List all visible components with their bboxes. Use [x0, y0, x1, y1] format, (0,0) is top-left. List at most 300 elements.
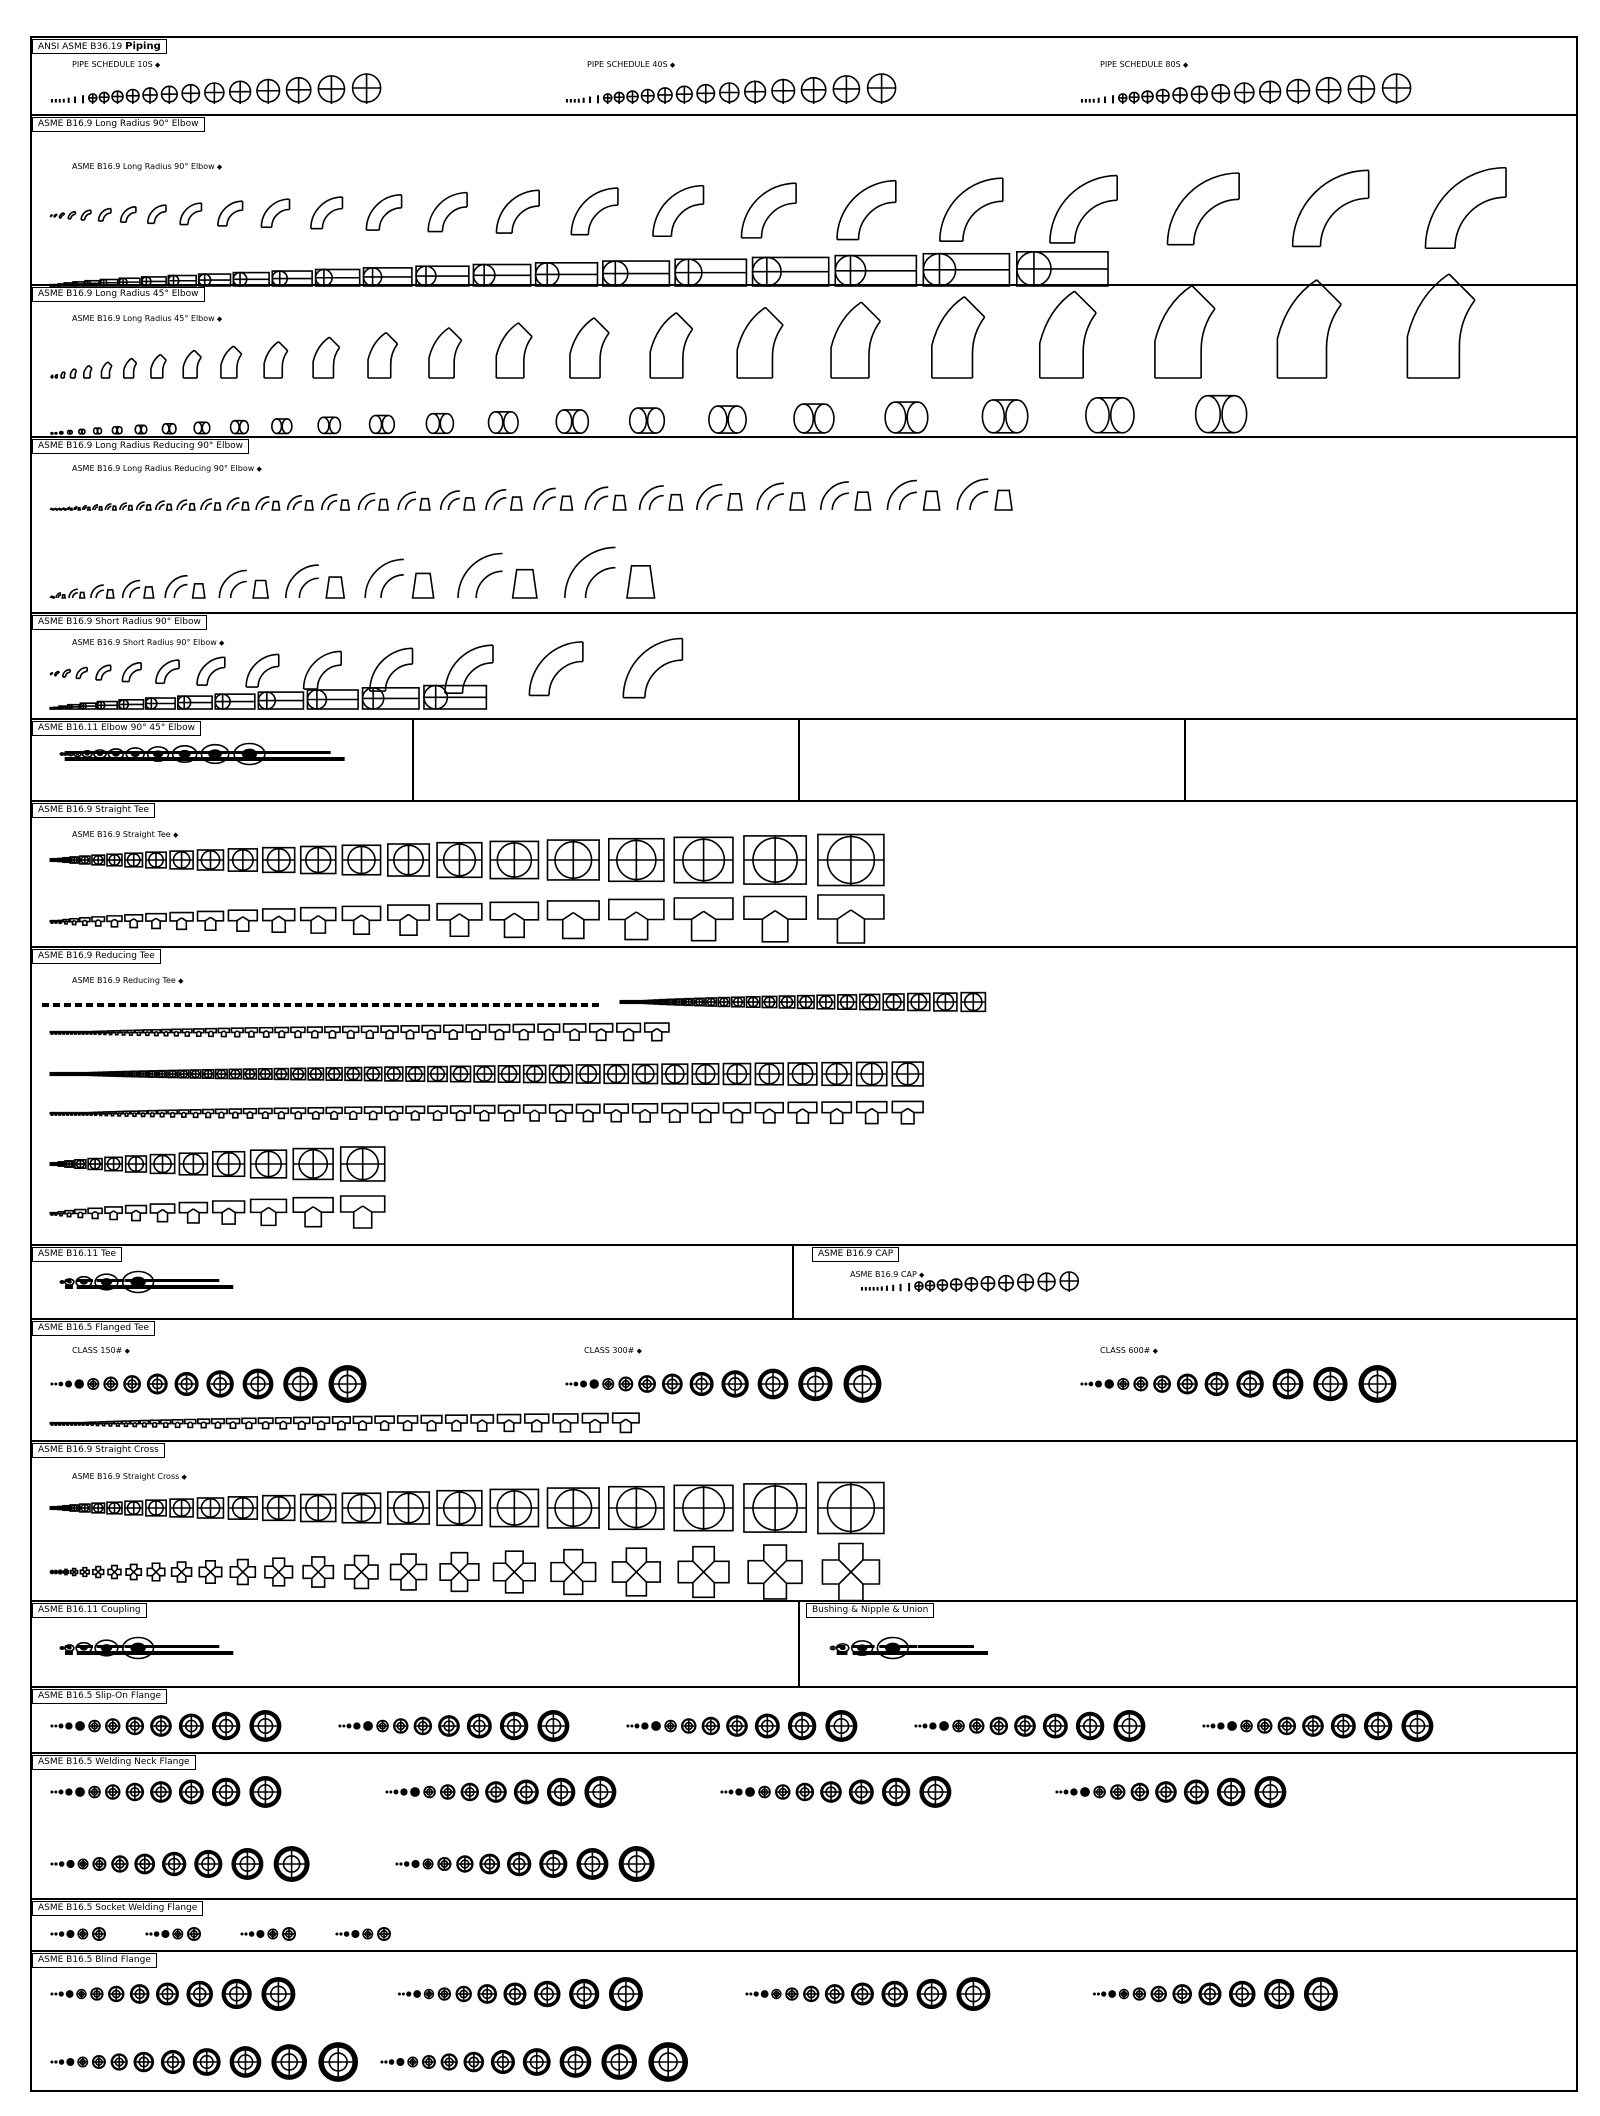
- ftee-elev-row-art: [42, 1320, 1557, 1321]
- pipe-symbol: [900, 1284, 902, 1291]
- flange-symbol: [59, 1382, 64, 1387]
- boxcircle-symbol: [263, 848, 295, 873]
- pipe-symbol: [59, 99, 61, 103]
- flange-symbol: [78, 1858, 89, 1869]
- tee-symbol: [226, 1419, 239, 1429]
- boxcircle-symbol: [88, 1159, 102, 1170]
- tee-symbol: [203, 1110, 214, 1118]
- section-b1611-elbow: [32, 720, 1576, 802]
- pipe-symbol: [1348, 76, 1374, 104]
- tee-symbol: [110, 1112, 115, 1116]
- boxcircle-symbol: [779, 996, 794, 1008]
- flange-symbol: [438, 1987, 451, 2000]
- redelbow-symbol: [54, 508, 57, 510]
- boxcircle-symbol: [50, 1163, 53, 1166]
- section-tag: ASME B16.9 Short Radius 90° Elbow: [32, 615, 207, 630]
- rect-symbol: [416, 266, 469, 286]
- flange-symbol: [882, 1778, 910, 1806]
- flange-symbol: [485, 1781, 507, 1803]
- tee-symbol: [74, 1032, 77, 1034]
- boxcircle-symbol: [80, 1504, 90, 1512]
- tee-symbol: [78, 1423, 81, 1425]
- tee-symbol: [385, 1107, 403, 1120]
- pipe-symbol: [597, 95, 599, 103]
- tee-symbol: [242, 1418, 256, 1428]
- tee-symbol: [101, 1422, 106, 1426]
- flange-symbol: [271, 2044, 307, 2080]
- redelbow-symbol: [288, 496, 313, 510]
- boxcircle-symbol: [92, 1503, 105, 1513]
- redelbow-symbol: [534, 488, 572, 510]
- elbow45-symbol: [70, 369, 76, 378]
- pipe-symbol: [881, 1286, 883, 1290]
- section-tag: ASME B16.9 Straight Cross: [32, 1443, 165, 1458]
- rect-symbol: [233, 273, 269, 286]
- elbow90-symbol: [55, 671, 59, 675]
- elbow45-symbol: [124, 358, 137, 378]
- tee-symbol: [466, 1025, 486, 1039]
- pipe-symbol: [570, 99, 572, 103]
- flange-symbol: [1364, 1712, 1392, 1740]
- flange-symbol: [651, 1721, 661, 1731]
- tee-symbol: [78, 1032, 81, 1034]
- red-elbow-row-large-art: [42, 438, 1557, 439]
- flange-symbol: [1059, 1791, 1062, 1794]
- pipe-symbol: [574, 99, 576, 103]
- boxcircle-symbol: [198, 1498, 224, 1518]
- tee-symbol: [190, 1110, 200, 1117]
- tee-symbol: [70, 1113, 73, 1115]
- flange-symbol: [1257, 1718, 1272, 1733]
- boxcircle-symbol: [633, 1064, 658, 1083]
- flange-symbol: [724, 1791, 727, 1794]
- tee-symbol: [125, 915, 143, 928]
- pipe-symbol: [82, 95, 84, 103]
- boxcircle-symbol: [817, 995, 834, 1009]
- flange-symbol: [328, 1365, 366, 1403]
- pipe-symbol: [1085, 99, 1087, 103]
- boxcircle-symbol: [105, 1157, 122, 1170]
- group-label: ASME B16.9 Long Radius Reducing 90° Elbow ◆: [72, 464, 262, 473]
- elbow90-symbol: [96, 665, 111, 680]
- tee-symbol: [161, 1420, 171, 1427]
- flange-symbol: [917, 1979, 947, 2009]
- section-tag: ASME B16.9 Long Radius 90° Elbow: [32, 117, 205, 132]
- tee-symbol: [50, 921, 53, 923]
- pipe-symbol: [1157, 90, 1169, 104]
- tee-symbol: [103, 1031, 108, 1034]
- tee-symbol: [293, 1198, 333, 1227]
- flange-symbol: [111, 2053, 128, 2070]
- redelbow-symbol: [58, 508, 61, 510]
- tee-symbol: [723, 1103, 750, 1123]
- tee-symbol: [251, 1199, 287, 1225]
- redelbow-symbol: [821, 482, 871, 510]
- boxcircle-symbol: [798, 996, 814, 1009]
- flange-symbol: [394, 1790, 399, 1795]
- flange-symbol: [88, 1786, 101, 1799]
- flange-symbol: [1131, 1783, 1150, 1802]
- boxcircle-symbol: [934, 993, 957, 1011]
- tee-symbol: [58, 1113, 61, 1115]
- flange-symbol: [503, 1982, 526, 2005]
- boxcircle-symbol: [674, 837, 733, 882]
- redelbow-symbol: [74, 506, 80, 510]
- tee-symbol: [229, 1109, 241, 1118]
- elbow90-symbol: [68, 212, 75, 219]
- flange-symbol: [601, 2044, 637, 2080]
- flange-symbol: [423, 1858, 434, 1869]
- flange-symbol: [282, 1927, 296, 1941]
- boxcircle-symbol: [107, 1502, 122, 1514]
- redelbow-symbol: [56, 593, 65, 598]
- flange-symbol: [407, 2057, 418, 2068]
- flange-symbol: [720, 1791, 723, 1794]
- group-label: ASME B16.9 Long Radius 90° Elbow ◆: [72, 162, 222, 171]
- flange-symbol: [243, 1369, 274, 1400]
- tee-symbol: [604, 1104, 628, 1122]
- flange-symbol: [400, 1788, 407, 1795]
- tee-symbol: [406, 1106, 424, 1119]
- boxcircle-symbol: [65, 1161, 73, 1167]
- tee-symbol: [54, 1032, 57, 1034]
- tee-symbol: [94, 1112, 98, 1115]
- flange-symbol: [230, 2046, 262, 2078]
- boxcircle-symbol: [62, 1073, 65, 1076]
- boxcircle-symbol: [609, 1487, 664, 1530]
- flange-symbol: [641, 1722, 648, 1729]
- flange-symbol: [618, 1377, 633, 1392]
- tee-symbol: [78, 1113, 81, 1115]
- flange-symbol: [929, 1722, 936, 1729]
- boxcircle-symbol: [125, 853, 143, 867]
- flange-symbol: [619, 1846, 655, 1882]
- rect-symbol: [168, 276, 196, 286]
- flange-symbol: [206, 1370, 233, 1397]
- tee-symbol: [313, 1417, 330, 1429]
- pipe-symbol: [1260, 81, 1281, 104]
- group-label: ASME B16.9 Straight Cross ◆: [72, 1472, 187, 1481]
- tee-symbol: [564, 1024, 586, 1040]
- boxcircle-symbol: [70, 1505, 78, 1511]
- flange-symbol: [788, 1712, 816, 1740]
- section-coupling: [32, 1602, 1576, 1688]
- section-tag: ASME B16.5 Flanged Tee: [32, 1321, 155, 1336]
- tee-symbol: [525, 1414, 549, 1431]
- flange-symbol: [1014, 1715, 1036, 1737]
- reducing-tee-small-row: [42, 1003, 602, 1007]
- ellipse-symbol: [231, 421, 249, 434]
- pipe-symbol: [877, 1287, 879, 1291]
- fitting-symbol: [830, 1645, 847, 1655]
- boxcircle-symbol: [50, 1507, 53, 1510]
- flange-symbol: [231, 1848, 263, 1880]
- flange-symbol: [939, 1721, 949, 1731]
- flange-symbol: [274, 1846, 310, 1882]
- tee-symbol: [74, 1113, 77, 1115]
- flange-symbol: [775, 1784, 790, 1799]
- section-tag: ASME B16.11 Elbow 90° 45° Elbow: [32, 721, 201, 736]
- rect-symbol: [68, 705, 79, 709]
- flange-symbol: [1104, 1379, 1113, 1388]
- pipe-symbol: [801, 78, 825, 104]
- redelbow-symbol: [757, 483, 804, 510]
- flange-symbol: [1113, 1710, 1145, 1742]
- flange-symbol: [635, 1724, 640, 1729]
- flange-symbol: [410, 1787, 420, 1797]
- elbow90-symbol: [428, 193, 467, 232]
- flange-symbol: [1117, 1378, 1129, 1390]
- boxcircle-symbol: [747, 997, 760, 1007]
- section-tag: ASME B16.11 Coupling: [32, 1603, 147, 1618]
- rect-symbol: [59, 706, 67, 709]
- tee-symbol: [104, 1112, 109, 1116]
- boxcircle-symbol: [54, 1073, 57, 1076]
- tee-symbol: [444, 1025, 463, 1039]
- drawing-sheet: [30, 36, 1578, 2092]
- pipe-symbol: [257, 80, 279, 104]
- pipe-symbol: [162, 86, 178, 104]
- flange-symbol: [507, 1852, 531, 1876]
- boxcircle-symbol: [70, 1073, 73, 1076]
- elbow45-symbol: [496, 323, 532, 378]
- boxcircle-symbol: [341, 1147, 385, 1181]
- boxcircle-symbol: [139, 1071, 147, 1077]
- flange-symbol: [54, 1725, 57, 1728]
- flange-symbol: [66, 1930, 74, 1938]
- tee-symbol: [139, 1111, 147, 1116]
- flange-symbol: [952, 1720, 965, 1733]
- elbow45-symbol: [84, 365, 92, 378]
- flange-symbol: [77, 1929, 88, 1940]
- flange-symbol: [803, 1986, 819, 2002]
- boxcircle-symbol: [490, 1489, 538, 1526]
- tee-symbol: [65, 1211, 73, 1217]
- tee-symbol: [692, 1103, 718, 1122]
- flange-symbol: [267, 1929, 278, 1940]
- section-lrr90-elbow: [32, 438, 1576, 614]
- pipe-symbol: [566, 99, 568, 103]
- tee-symbol: [50, 1423, 53, 1425]
- flange-symbol: [745, 1787, 755, 1797]
- group-label: CLASS 600# ◆: [1100, 1346, 1158, 1355]
- tee-symbol: [437, 904, 482, 937]
- boxcircle-symbol: [54, 859, 57, 862]
- boxcircle-symbol: [388, 1492, 429, 1524]
- section-piping: [32, 38, 1576, 116]
- flange-symbol: [90, 1987, 103, 2000]
- section-tag: Bushing & Nipple & Union: [806, 1603, 934, 1618]
- redelbow-symbol: [888, 481, 940, 510]
- boxcircle-symbol: [961, 993, 985, 1012]
- flange-symbol: [1080, 1787, 1090, 1797]
- tee-symbol: [70, 919, 78, 925]
- pipe-symbol: [886, 1286, 888, 1291]
- flange-symbol: [1264, 1979, 1294, 2009]
- boxcircle-symbol: [107, 854, 122, 866]
- tee-symbol: [451, 1106, 471, 1120]
- redelbow-symbol: [486, 490, 522, 510]
- flange-symbol: [626, 1725, 629, 1728]
- flange-symbol: [914, 1725, 917, 1728]
- section-straight-tee: [32, 802, 1576, 948]
- group-label: ASME B16.9 Straight Tee ◆: [72, 830, 178, 839]
- tee-symbol: [58, 1032, 61, 1034]
- elbow90-symbol: [59, 213, 64, 218]
- tee-symbol: [128, 1030, 134, 1035]
- flange-symbol: [969, 1718, 984, 1733]
- flange-symbol: [1401, 1710, 1433, 1742]
- flange-symbol: [1198, 1982, 1221, 2005]
- tee-symbol: [576, 1104, 599, 1121]
- flange-symbol: [754, 1991, 759, 1996]
- tee-symbol: [179, 1203, 207, 1223]
- boxcircle-symbol: [228, 1497, 257, 1519]
- group-label: PIPE SCHEDULE 10S ◆: [72, 60, 160, 69]
- section-tag: ASME B16.11 Tee: [32, 1247, 122, 1262]
- boxcircle-symbol: [326, 1068, 342, 1080]
- rect-symbol: [50, 708, 54, 709]
- boxcircle-symbol: [490, 841, 538, 878]
- flange-symbol: [389, 1791, 392, 1794]
- boxcircle-symbol: [94, 1072, 98, 1075]
- pipe-symbol: [873, 1287, 875, 1291]
- tee-symbol: [172, 1029, 181, 1036]
- flange-symbol: [50, 1993, 53, 1996]
- flange-symbol: [393, 1718, 408, 1733]
- tee-symbol: [513, 1024, 534, 1039]
- boxcircle-symbol: [74, 1073, 77, 1076]
- cross-symbol: [345, 1556, 378, 1589]
- boxcircle-symbol: [146, 852, 166, 868]
- boxcircle-symbol: [179, 1153, 207, 1175]
- tee-symbol: [422, 1026, 440, 1039]
- tee-symbol: [150, 1204, 174, 1222]
- tee-symbol: [263, 909, 295, 932]
- pipe-symbol: [915, 1282, 923, 1292]
- redelbow-symbol: [105, 504, 116, 510]
- elbow90-symbol: [496, 190, 539, 233]
- elbow90-symbol: [218, 201, 243, 226]
- redelbow-symbol: [156, 501, 172, 510]
- boxcircle-symbol: [428, 1067, 447, 1082]
- flange-symbol: [338, 1725, 341, 1728]
- ellipse-symbol: [60, 432, 63, 434]
- pipe-symbol: [658, 88, 672, 104]
- flange-symbol: [630, 1725, 633, 1728]
- boxcircle-symbol: [474, 1066, 495, 1082]
- flange-symbol: [1133, 1987, 1146, 2000]
- flange-symbol: [318, 2042, 358, 2082]
- tee-symbol: [291, 1027, 305, 1037]
- elbow90-symbol: [197, 657, 225, 685]
- tee-symbol: [198, 1419, 210, 1428]
- ellipse-symbol: [112, 427, 122, 434]
- cross-symbol: [391, 1554, 427, 1590]
- boxcircle-symbol: [548, 840, 600, 880]
- rect-symbol: [1017, 252, 1108, 286]
- boxcircle-symbol: [628, 1001, 631, 1004]
- pipe-symbol: [68, 98, 70, 103]
- tee-symbol: [301, 908, 336, 933]
- cross-symbol: [54, 1571, 57, 1574]
- flange-symbol: [342, 1725, 345, 1728]
- flange-symbol: [843, 1365, 881, 1403]
- boxcircle-symbol: [228, 849, 257, 871]
- flange-symbol: [149, 1932, 152, 1935]
- boxcircle-symbol: [251, 1150, 287, 1178]
- group-label: ASME B16.9 Short Radius 90° Elbow ◆: [72, 638, 224, 647]
- flange-symbol: [65, 1380, 72, 1387]
- redelbow-symbol: [219, 571, 268, 598]
- flange-symbol: [547, 1778, 575, 1806]
- tee-symbol: [274, 1108, 288, 1118]
- section-reducing-tee: [32, 948, 1576, 1246]
- tee-symbol: [152, 1030, 160, 1036]
- redelbow-symbol: [286, 565, 344, 598]
- flange-symbol: [396, 2058, 404, 2066]
- boxcircle-symbol: [818, 835, 884, 886]
- flange-symbol: [1172, 1984, 1192, 2004]
- pipe-symbol: [1104, 96, 1106, 103]
- tee-symbol: [538, 1024, 560, 1040]
- cross-symbol: [678, 1547, 729, 1598]
- pipe-symbol: [937, 1280, 947, 1292]
- pipe-symbol: [1129, 92, 1139, 104]
- flange-symbol: [76, 1989, 86, 1999]
- ellipse-symbol: [1086, 398, 1134, 433]
- pipe-symbol: [892, 1285, 894, 1291]
- pipe-symbol: [578, 99, 580, 103]
- redelbow-symbol: [51, 596, 55, 598]
- flange-symbol: [574, 1382, 579, 1387]
- section-flanged-tee: [32, 1320, 1576, 1442]
- ellipse-symbol: [709, 406, 746, 433]
- tee-symbol: [198, 911, 224, 930]
- pipe-symbol: [353, 74, 381, 104]
- ellipse-symbol: [1196, 396, 1247, 433]
- rect-symbol: [142, 277, 166, 286]
- boxcircle-symbol: [293, 1149, 333, 1180]
- tee-symbol: [788, 1102, 817, 1123]
- tee-symbol: [446, 1415, 467, 1431]
- elbow45-symbol: [61, 372, 65, 378]
- boxcircle-symbol: [168, 1070, 177, 1077]
- tee-symbol: [115, 1421, 122, 1426]
- redelbow-symbol: [359, 493, 388, 510]
- tee-symbol: [85, 1032, 88, 1034]
- flange-symbol: [380, 2061, 383, 2064]
- group-label: ASME B16.9 CAP ◆: [850, 1270, 924, 1279]
- tee-symbol: [158, 1110, 167, 1116]
- redelbow-symbol: [137, 502, 151, 510]
- pipe-symbol: [1093, 99, 1095, 103]
- pipe-symbol: [318, 76, 344, 104]
- elbow90-symbol: [261, 199, 289, 227]
- elbow-plan-row-art: [42, 116, 1557, 117]
- flange-symbol: [1101, 1991, 1106, 1996]
- boxcircle-symbol: [148, 1071, 156, 1077]
- flange-symbol: [353, 1722, 360, 1729]
- flange-symbol: [75, 1721, 85, 1731]
- flange-symbol: [755, 1713, 780, 1738]
- flange-symbol: [721, 1370, 748, 1397]
- pipe-symbol: [614, 92, 624, 104]
- flange-symbol: [92, 2055, 106, 2069]
- tee-symbol: [341, 1196, 385, 1228]
- flange-symbol: [580, 1380, 587, 1387]
- boxcircle-symbol: [437, 843, 482, 878]
